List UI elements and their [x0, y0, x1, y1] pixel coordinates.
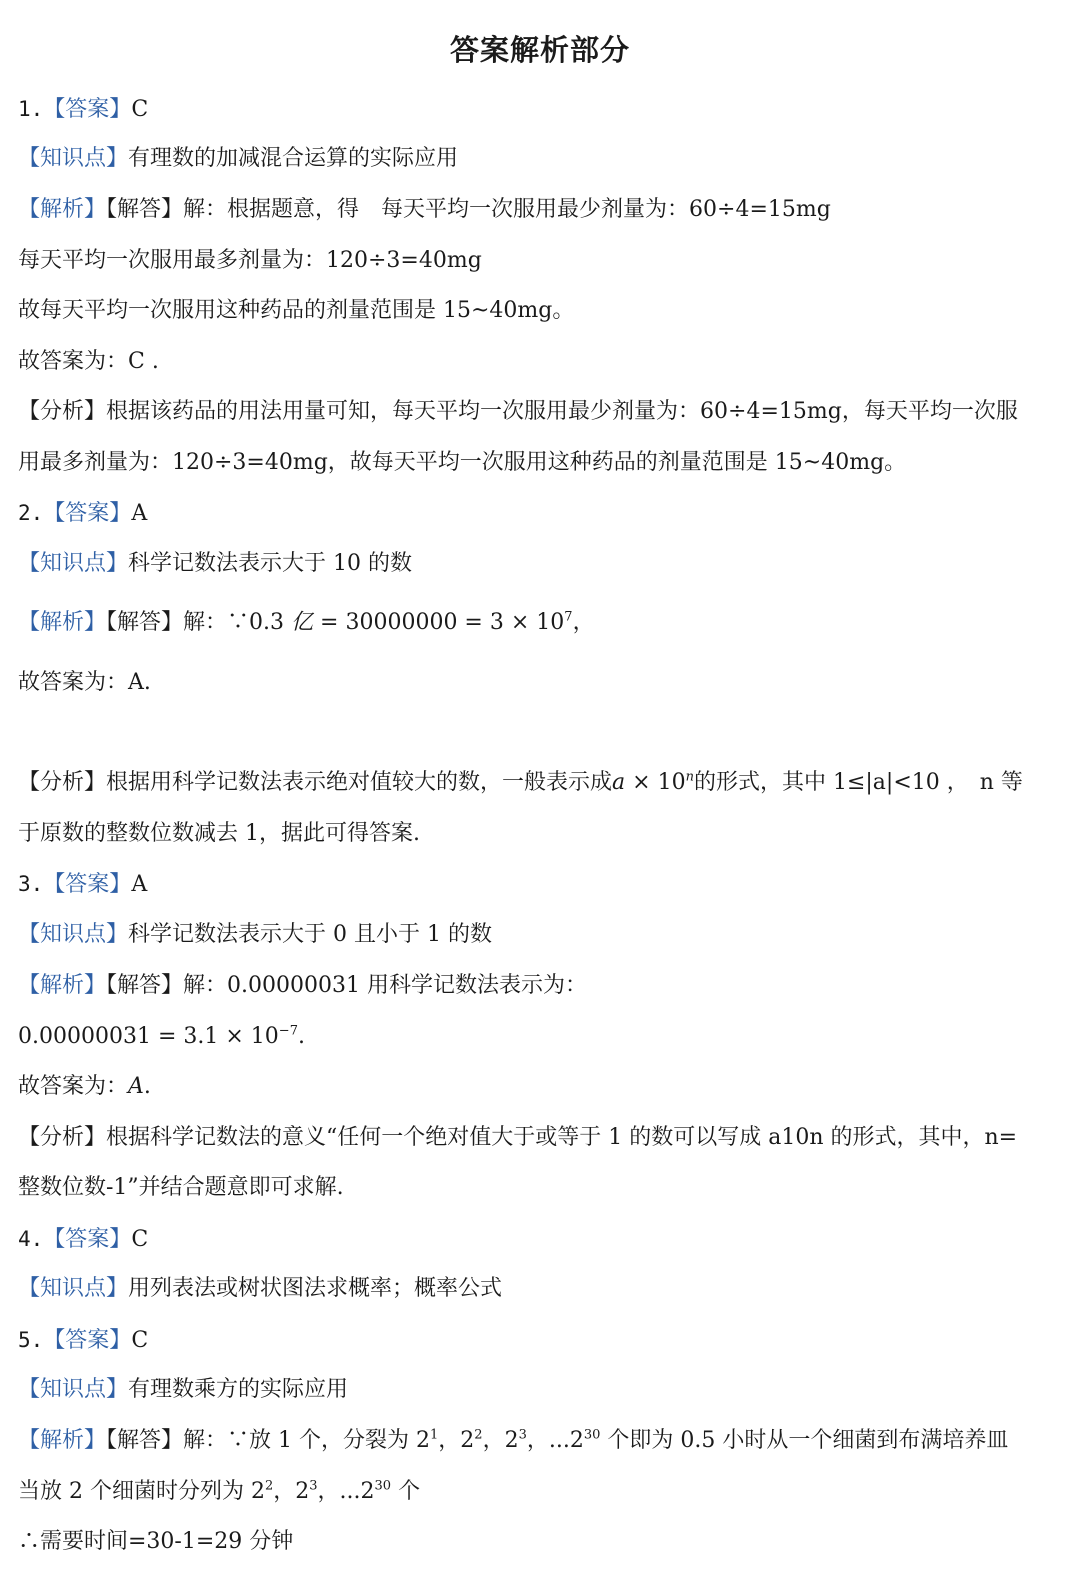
fenxi-tag: 【分析】 [18, 1125, 107, 1150]
q2-fenxi-line-1 [18, 768, 1062, 798]
q2-exponent: 7 [564, 609, 573, 625]
q2-solution-1c: ， [572, 610, 595, 635]
q1-fenxi-line-1 [18, 397, 1062, 427]
q2-answer-line [18, 498, 1062, 529]
q3-solution-line-2 [18, 1022, 1062, 1052]
q5-solution-line-1 [18, 1426, 1062, 1456]
knowledge-tag: 【知识点】 [18, 922, 129, 947]
q2-fenxi-line-2: 于原数的整数位数减去 1，据此可得答案. [18, 821, 420, 846]
q2-number: 2. [18, 501, 44, 525]
q4-number: 4. [18, 1227, 44, 1251]
q1-answer-line [18, 94, 1062, 125]
q5-solution-2c: ，...2 [317, 1479, 375, 1504]
q3-fenxi-line-1 [18, 1123, 1062, 1153]
q5-answer-line [18, 1325, 1062, 1356]
q1-fenxi-line-2: 用最多剂量为：120÷3=40mg，故每天平均一次服用这种药品的剂量范围是 15~40mg。 [18, 450, 907, 475]
answer-tag: 【答案】 [43, 1227, 132, 1252]
solution-tag: 【解答】 [106, 197, 184, 222]
q1-solution-line-4: 故答案为：C . [18, 349, 159, 374]
analysis-tag: 【解析】 [18, 197, 107, 222]
analysis-tag: 【解析】 [18, 973, 107, 998]
q5-sup-7: 30 [374, 1478, 392, 1494]
analysis-tag: 【解析】 [18, 1428, 107, 1453]
fenxi-tag: 【分析】 [18, 770, 107, 795]
q5-sup-2: 2 [474, 1427, 483, 1443]
answer-tag: 【答案】 [43, 1328, 132, 1353]
page-title: 答案解析部分 [449, 33, 630, 67]
q5-sup-6: 3 [309, 1478, 318, 1494]
q2-solution-1a: 解：∵0.3 [183, 610, 285, 635]
knowledge-tag: 【知识点】 [18, 1377, 129, 1402]
q1-solution-line-1 [18, 195, 1062, 225]
q1-solution-line-2: 每天平均一次服用最多剂量为：120÷3=40mg [18, 248, 482, 273]
q3-solution-3b: . [143, 1074, 151, 1099]
q5-answer: C [131, 1328, 149, 1353]
q1-knowledge-line [18, 144, 1062, 174]
q3-solution-math: A [128, 1074, 144, 1099]
q5-knowledge: 有理数乘方的实际应用 [128, 1377, 349, 1402]
q5-sup-5: 2 [264, 1478, 274, 1494]
q3-solution-2a: 0.00000031 = 3.1 × 10 [18, 1024, 279, 1049]
q3-solution-3a: 故答案为： [18, 1074, 129, 1099]
q1-answer: C [131, 97, 149, 122]
q2-fenxi-math: a [612, 770, 626, 795]
q3-solution-2b: . [297, 1024, 305, 1049]
q5-solution-2a: 当放 2 个细菌时分列为 2 [18, 1479, 265, 1504]
q3-solution-line-1 [18, 971, 1062, 1001]
q3-number: 3. [18, 872, 44, 896]
q2-knowledge: 科学记数法表示大于 10 的数 [128, 551, 412, 576]
q5-solution-1e: 个即为 0.5 小时从一个细菌到布满培养皿 [600, 1428, 1009, 1453]
q2-fenxi-exponent: n [685, 769, 694, 785]
q3-answer: A [131, 872, 148, 897]
q2-fenxi-1b: × 10 [625, 770, 686, 795]
q2-fenxi-1c: 的形式，其中 1≤|a|<10 ， n 等 [693, 770, 1023, 795]
q2-solution-line-2: 故答案为：A. [18, 670, 151, 695]
q2-solution-1b: = 30000000 = 3 × 10 [313, 610, 565, 635]
q2-answer: A [131, 501, 148, 526]
q4-knowledge-line [18, 1274, 1062, 1304]
q5-solution-2d: 个 [391, 1479, 421, 1504]
solution-tag: 【解答】 [106, 610, 184, 635]
q5-solution-1b: ，2 [438, 1428, 475, 1453]
solution-tag: 【解答】 [106, 1428, 184, 1453]
q3-exponent: −7 [278, 1023, 298, 1039]
q5-solution-1d: ，...2 [526, 1428, 584, 1453]
q1-fenxi-1: 根据该药品的用法用量可知，每天平均一次服用最少剂量为：60÷4=15mg，每天平均一次服 [106, 399, 1018, 424]
q3-knowledge: 科学记数法表示大于 0 且小于 1 的数 [128, 922, 492, 947]
q1-solution-1: 解：根据题意，得 每天平均一次服用最少剂量为：60÷4=15mg [183, 197, 831, 222]
q5-solution-1c: ，2 [482, 1428, 519, 1453]
answer-tag: 【答案】 [43, 501, 132, 526]
q5-solution-line-3: ∴需要时间=30-1=29 分钟 [18, 1529, 294, 1554]
q1-knowledge: 有理数的加减混合运算的实际应用 [128, 146, 459, 171]
knowledge-tag: 【知识点】 [18, 1276, 129, 1301]
q4-answer-line [18, 1224, 1062, 1255]
q5-sup-3: 3 [518, 1427, 527, 1443]
q5-sup-1: 1 [430, 1427, 439, 1443]
q5-solution-2b: ，2 [273, 1479, 310, 1504]
knowledge-tag: 【知识点】 [18, 551, 129, 576]
q5-solution-1a: 解：∵放 1 个，分裂为 2 [183, 1428, 431, 1453]
q3-answer-line [18, 869, 1062, 900]
q2-fenxi-1a: 根据用科学记数法表示绝对值较大的数，一般表示成 [106, 770, 613, 795]
q3-knowledge-line [18, 920, 1062, 950]
q1-number: 1. [18, 97, 44, 121]
q2-knowledge-line [18, 549, 1062, 579]
q2-solution-line-1 [18, 608, 1062, 638]
q4-knowledge: 用列表法或树状图法求概率；概率公式 [128, 1276, 503, 1301]
q3-fenxi-1: 根据科学记数法的意义“任何一个绝对值大于或等于 1 的数可以写成 a10n 的形式，其中，n= [106, 1125, 1018, 1150]
q4-answer: C [131, 1227, 149, 1252]
q1-solution-line-3: 故每天平均一次服用这种药品的剂量范围是 15~40mg。 [18, 298, 575, 323]
q5-solution-line-2 [18, 1477, 1062, 1507]
fenxi-tag: 【分析】 [18, 399, 107, 424]
q2-yi: 亿 [291, 610, 314, 635]
q3-solution-line-3 [18, 1072, 1062, 1102]
analysis-tag: 【解析】 [18, 610, 107, 635]
q5-knowledge-line [18, 1375, 1062, 1405]
q3-solution-1: 解：0.00000031 用科学记数法表示为： [183, 973, 587, 998]
answer-tag: 【答案】 [43, 97, 132, 122]
knowledge-tag: 【知识点】 [18, 146, 129, 171]
solution-tag: 【解答】 [106, 973, 184, 998]
q5-sup-4: 30 [583, 1427, 601, 1443]
answer-tag: 【答案】 [43, 872, 132, 897]
q5-number: 5. [18, 1328, 44, 1352]
q3-fenxi-line-2: 整数位数-1”并结合题意即可求解. [18, 1175, 344, 1200]
